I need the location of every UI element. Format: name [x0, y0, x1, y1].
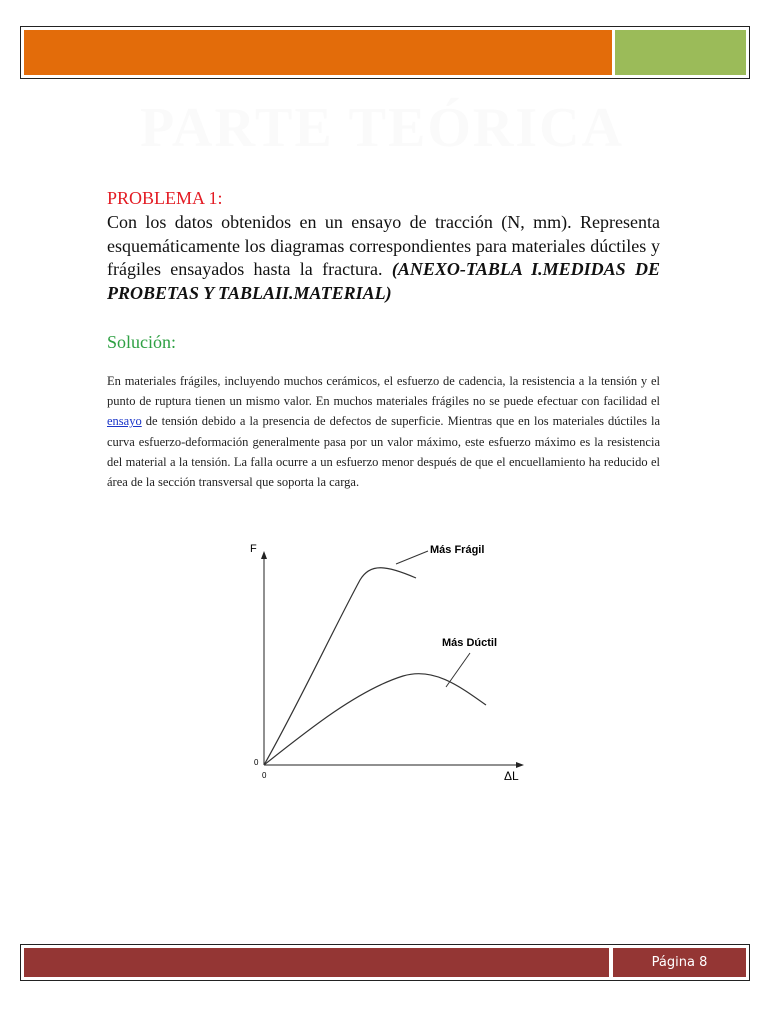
solution-text-part1: En materiales frágiles, incluyendo muchos cerámicos, el esfuerzo de cadencia, la resistencia a la tensión y el punto de ruptura tienen un mismo valor. En muchos materiales frágiles no se puede efectuar con facilidad el: [107, 374, 660, 409]
y-axis-arrow: [261, 551, 267, 559]
x-axis-label: ΔL: [504, 769, 519, 783]
footer-red-bar: [24, 948, 609, 977]
curve-fragil: [264, 568, 416, 765]
page-number: Página 8: [613, 948, 746, 977]
ensayo-link[interactable]: ensayo: [107, 414, 142, 429]
watermark-title: PARTE TEÓRICA: [140, 97, 625, 159]
pointer-fragil: [396, 551, 428, 564]
footer-banner: [20, 944, 750, 981]
y-axis-label: F: [250, 543, 257, 555]
ductil-label: Más Dúctil: [442, 637, 498, 649]
solution-text-part2: de tensión debido a la presencia de defectos de superficie. Mientras que en los materiales dúctiles la curva esfuerzo-deformación generalmente pasa por un valor máximo, este esfuerzo máximo es la resistencia del material a la tensión. La falla ocurre a un esfuerzo menor después de que el encuellamiento ha reducido el área de la sección transversal que soporta la carga.: [107, 414, 661, 490]
pointer-ductil: [446, 653, 470, 687]
solution-heading: Solución:: [107, 332, 177, 352]
annex-reference: (ANEXO-TABLA I.MEDIDAS DE PROBETAS Y TABLAII.MATERIAL): [107, 259, 660, 303]
origin-y-label: 0: [254, 758, 259, 767]
fragil-label: Más Frágil: [430, 544, 485, 556]
problem-heading: PROBLEMA 1:: [107, 188, 223, 208]
problem-statement: [107, 211, 660, 305]
problem-text: Con los datos obtenidos en un ensayo de tracción (N, mm). Representa esquemáticamente los diagramas correspondientes para materiales dúctiles y frágiles ensayados hasta la fractura.: [107, 212, 660, 279]
x-axis-arrow: [516, 762, 524, 768]
header-green-bar: [615, 30, 746, 75]
solution-paragraph: [107, 371, 660, 492]
header-orange-bar: [24, 30, 612, 75]
curve-ductil: [264, 674, 486, 765]
header-banner: [20, 26, 750, 79]
origin-x-label: 0: [262, 771, 267, 780]
stress-strain-diagram: [238, 535, 530, 785]
